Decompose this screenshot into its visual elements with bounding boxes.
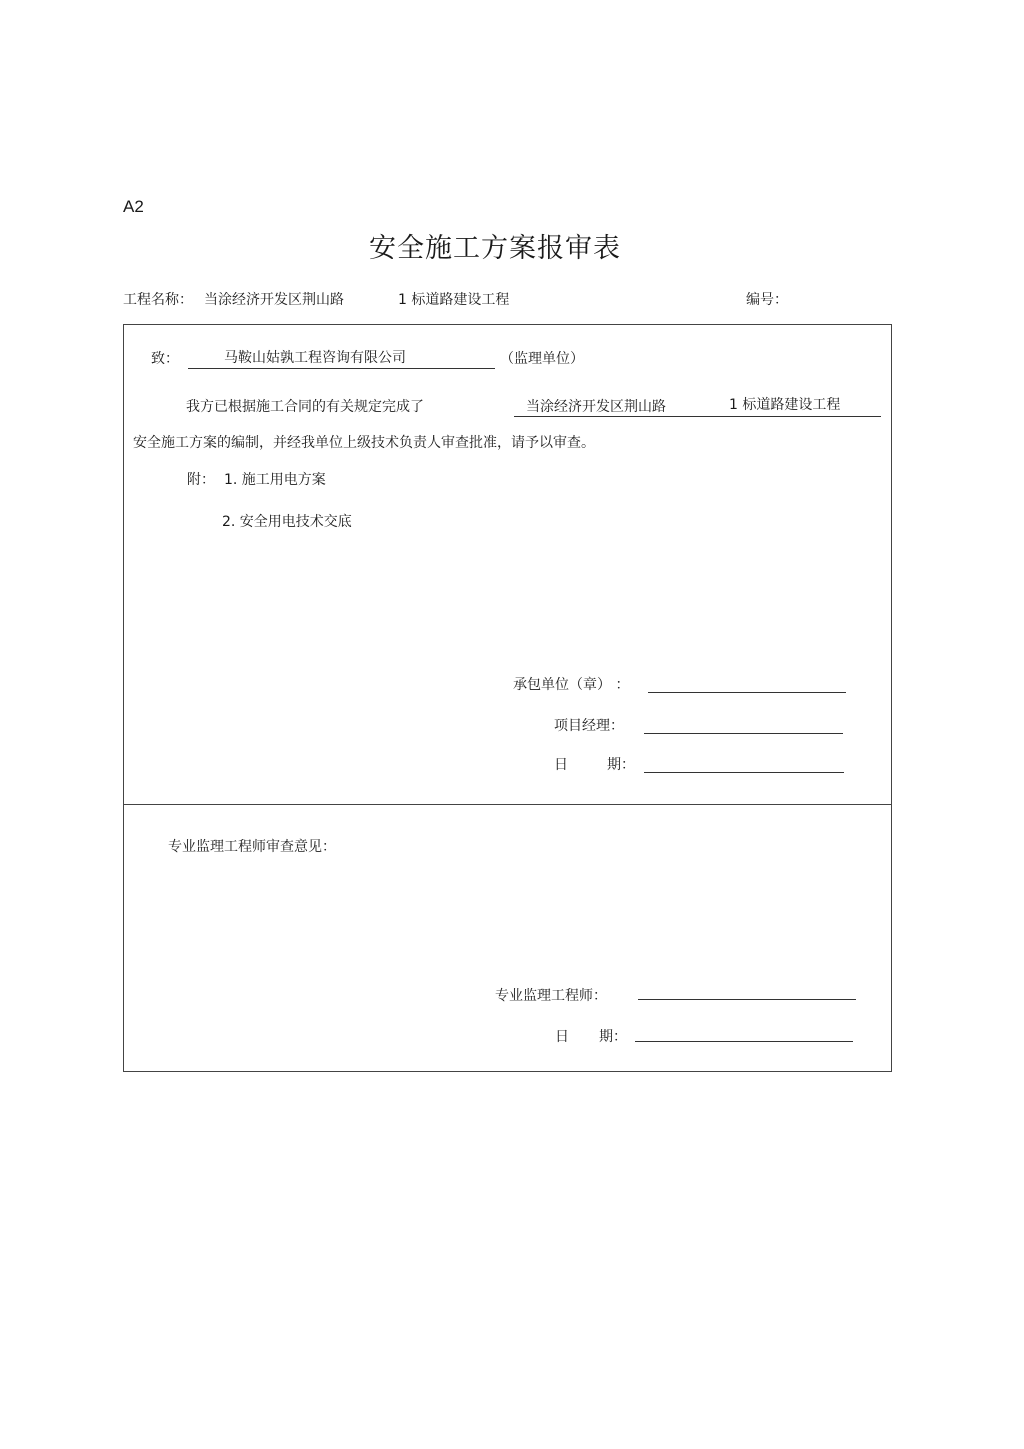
completed-project-part1: 当涂经济开发区荆山路	[526, 399, 666, 415]
completed-project-underline	[514, 416, 881, 417]
supervision-unit-name: 马鞍山姑孰工程咨询有限公司	[224, 350, 406, 366]
project-manager-label: 项目经理：	[554, 718, 624, 734]
project-manager-line[interactable]	[644, 733, 843, 734]
attachment-item: 1. 施工用电方案	[224, 472, 326, 488]
attachments-label: 附：	[187, 472, 215, 488]
contractor-date-line[interactable]	[644, 772, 844, 773]
supervision-unit-suffix: （监理单位）	[500, 351, 584, 367]
project-name-part2: 1 标道路建设工程	[398, 292, 510, 308]
completion-statement: 我方已根据施工合同的有关规定完成了	[186, 399, 424, 415]
completed-project-part2: 1 标道路建设工程	[729, 397, 841, 413]
approval-statement: 安全施工方案的编制，并经我单位上级技术负责人审查批准，请予以审查。	[133, 435, 595, 451]
project-name-label: 工程名称：	[123, 292, 193, 308]
project-number-label: 编号：	[746, 292, 788, 308]
contractor-seal-line[interactable]	[648, 692, 846, 693]
attachment-item: 2. 安全用电技术交底	[222, 514, 352, 530]
review-date-label-char1: 日	[555, 1029, 569, 1045]
date-label-char1: 日	[554, 757, 568, 773]
supervising-engineer-label: 专业监理工程师：	[495, 988, 607, 1004]
supervising-engineer-line[interactable]	[638, 999, 856, 1000]
review-opinion-label: 专业监理工程师审查意见：	[168, 839, 336, 855]
page-title: 安全施工方案报审表	[369, 233, 621, 264]
project-name-part1: 当涂经济开发区荆山路	[204, 292, 344, 308]
date-label-char2: 期：	[607, 757, 635, 773]
review-date-line[interactable]	[635, 1041, 853, 1042]
supervision-unit-underline	[188, 368, 495, 369]
to-label: 致：	[151, 351, 179, 367]
contractor-seal-label: 承包单位（章） ：	[513, 677, 630, 693]
form-code: A2	[123, 197, 144, 216]
review-date-label-char2: 期：	[599, 1029, 627, 1045]
